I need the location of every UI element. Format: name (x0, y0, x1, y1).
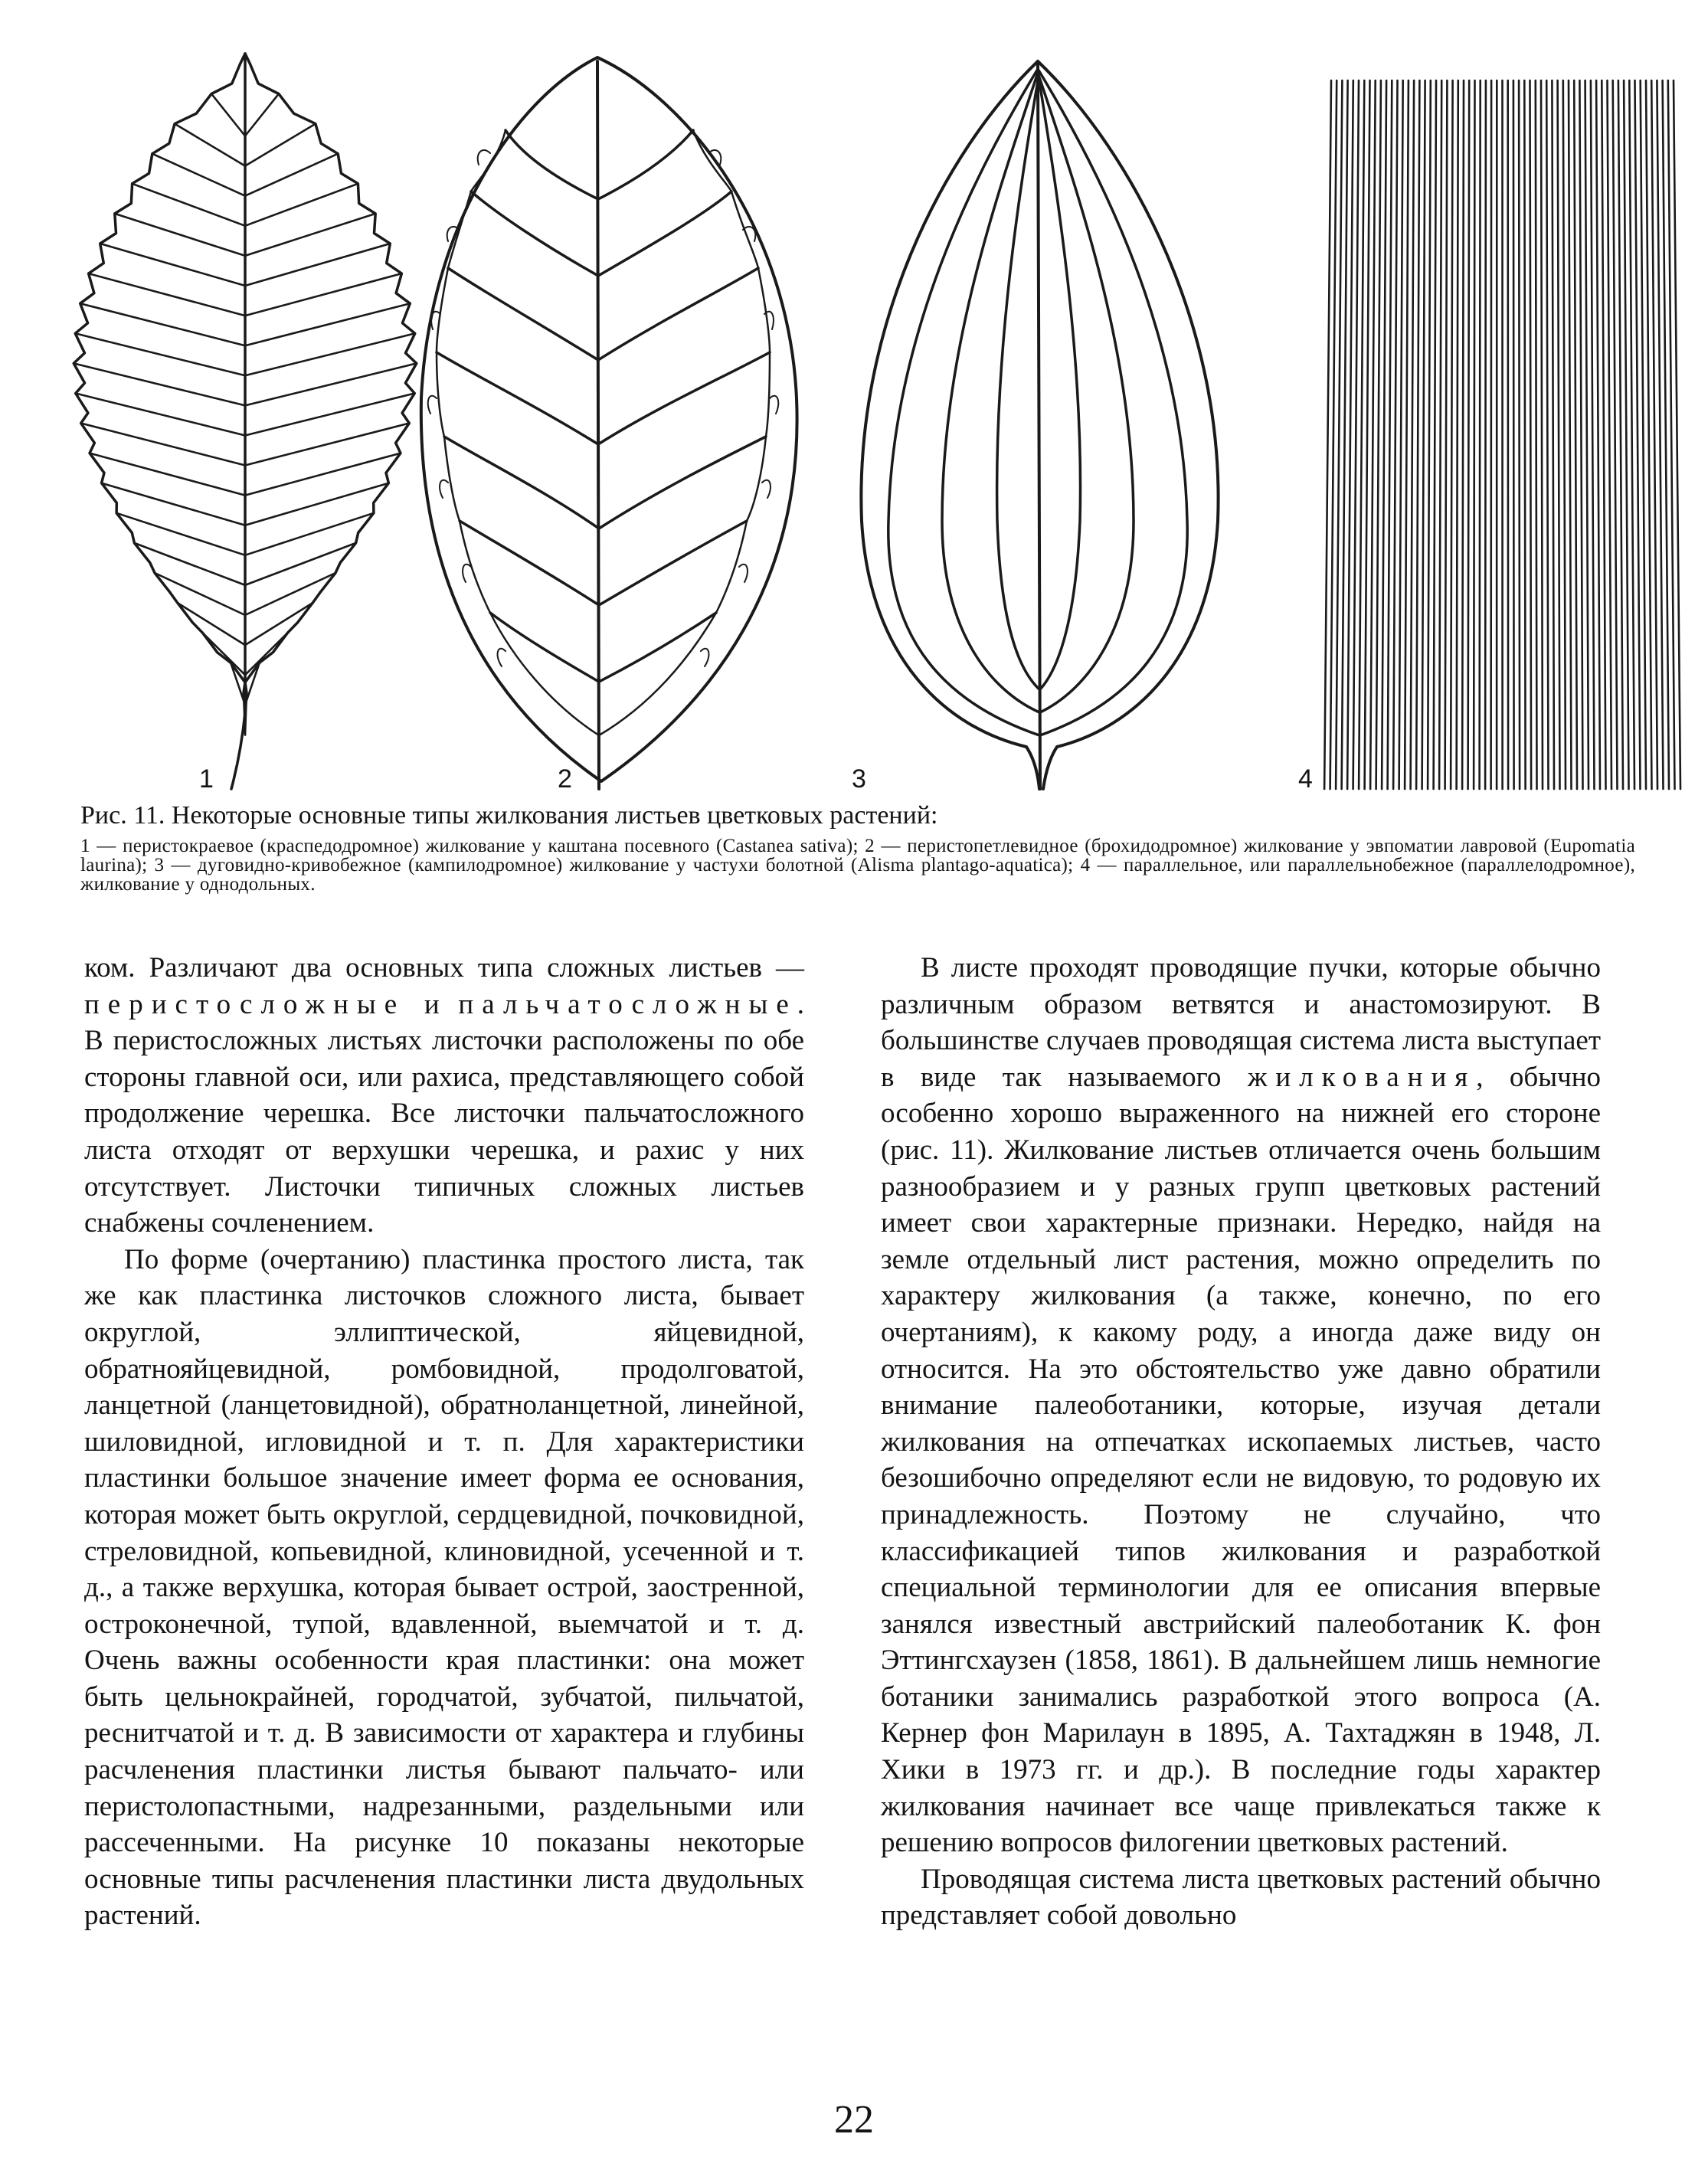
leaf-4-parallel-vein (1416, 80, 1419, 789)
leaf-4-parallel-vein (1342, 80, 1348, 789)
leaf-4-parallel-vein (1405, 80, 1409, 789)
leaf-4-parallel-vein (1347, 80, 1353, 789)
leaf-4-parallel-vein (1579, 80, 1582, 789)
figure-number-4: 4 (1298, 764, 1313, 794)
leaf-4-parallel-vein (1393, 80, 1397, 789)
leaf-4-parallel-vein (1552, 80, 1554, 789)
leaf-4-parallel-vein (1563, 80, 1566, 789)
leaf-4-parallel-vein (1468, 80, 1470, 789)
leaf-4-parallel-vein (1530, 80, 1532, 789)
leaf-4-parallel-vein (1434, 80, 1436, 789)
leaf-1-secondary-vein (245, 124, 316, 166)
leaf-1-secondary-vein (245, 214, 375, 256)
left-p1-start: ком. Различают два основных типа сложных листьев — (84, 952, 804, 983)
leaf-4-parallel-vein (1618, 80, 1623, 789)
leaf-4-parallel-vein (1519, 80, 1520, 789)
term-pinnately-compound: перистосложные (84, 988, 406, 1020)
leaf-4-parallel-vein (1624, 80, 1628, 789)
leaf-4-parallel-vein (1524, 80, 1525, 789)
leaf-4-parallel-vein (1445, 80, 1448, 789)
leaf-4-parallel-vein (1635, 80, 1641, 789)
leaf-1-secondary-vein (245, 184, 358, 226)
leaf-4-parallel-vein (1546, 80, 1548, 789)
leaf-1-secondary-vein (245, 154, 338, 196)
leaf-1-craspedodromous-drawing (74, 54, 417, 789)
leaf-1-secondary-vein (245, 244, 390, 286)
leaf-4-parallel-vein (1359, 80, 1364, 789)
leaf-4-parallel-vein (1353, 80, 1359, 789)
leaf-4-parallel-vein (1336, 80, 1342, 789)
leaf-4-parallel-vein (1591, 80, 1595, 789)
left-paragraph-2: По форме (очертанию) пластинка простого листа, так же как пластинка листочков сложного листа, бывает округлой, эллиптической, яйцевидной, обратнояйцевидной, ромбовидной, продолговатой, ланцетной (ланцетовидной), обратноланцетной, линейной, шиловидной, игловидной и т. п. Для характеристики пластинки большое значение имеет форма ее основания, которая может быть округлой, сердцевидной, почковидной, стреловидной, копьевидной, клиновидной, усеченной и т. д., а также верхушка, которая бывает острой, заостренной, остроконечной, тупой, вдавленной, выемчатой и т. д. Очень важны особенности края пластинки: она может быть цельнокрайней, городчатой, зубчатой, пильчатой, реснитчатой и т. д. В зависимости от характера и глубины расчленения пластинки листья бывают пальчато- или перистолопастными, надрезанными, раздельными или рассеченными. На рисунке 10 показаны некоторые основные типы расчленения пластинки листа двудольных растений. (84, 1243, 804, 1932)
leaf-4-parallel-vein (1399, 80, 1403, 789)
leaf-4-parallel-vein (1480, 80, 1481, 789)
leaf-4-parallel-vein (1629, 80, 1634, 789)
leaf-4-parallel-vein (1574, 80, 1577, 789)
leaf-4-parallel-vein (1663, 80, 1669, 789)
leaf-4-parallel-vein (1439, 80, 1441, 789)
leaf-4-parallel-vein (1457, 80, 1458, 789)
leaf-4-parallel-vein (1485, 80, 1486, 789)
leaf-1-secondary-vein (203, 633, 246, 675)
right-paragraph-2: Проводящая система листа цветковых растений обычно представляет собой довольно (881, 1863, 1601, 1932)
leaf-4-parallel-vein (1513, 80, 1514, 789)
leaf-4-parallel-vein (1657, 80, 1663, 789)
left-p1-end: . В перистосложных листьях листочки расположены по обе стороны главной оси, или рахиса, представляющего собой продолжение черешка. Все листочки пальчатосложного листа отходят от верхушки черешка, и рахис у них отсутствует. Листочки типичных сложных листьев снабжены сочленением. (84, 988, 804, 1239)
figure-caption-title: Рис. 11. Некоторые основные типы жилкования листьев цветковых растений: (80, 801, 938, 830)
leaf-4-parallel-vein (1641, 80, 1646, 789)
figure-number-2: 2 (558, 764, 572, 794)
right-p1-start: В листе проходят проводящие пучки, которые обычно различным образом ветвятся и анастомозируют. В большинстве случаев проводящая система листа выступает в виде так называемого (881, 952, 1601, 1093)
right-p1-end: , обычно особенно хорошо выраженного на нижней его стороне (рис. 11). Жилкование листьев отличается очень большим разнообразием и у разных групп цветковых растений имеет свои характерные признаки. Нередко, найдя на земле отдельный лист растения, можно определить по характеру жилкования (а также, конечно, по его очертаниям), к какому роду, а иногда даже виду он относится. На это обстоятельство уже давно обратили внимание палеоботаники, которые, изучая детали жилкования на отпечатках ископаемых листьев, часто безошибочно определяют если не видовую, то родовую их принадлежность. Поэтому не случайно, что классификацией типов жилкования и разработкой специальной терминологии для ее описания впервые занялся известный австрийский палеоботаник К. фон Эттингсхаузен (1858, 1861). В дальнейшем лишь немногие ботаники занимались разработкой этого вопроса (А. Кернер фон Марилаун в 1895, А. Тахтаджян в 1948, Л. Хики в 1973 гг. и др.). В последние годы характер жилкования начинает все чаще привлекаться также к решению вопросов филогении цветковых растений. (881, 1061, 1602, 1859)
leaf-2-brochidodromous-drawing (421, 57, 797, 789)
leaf-4-parallel-vein (1536, 80, 1537, 789)
leaf-4-parallel-vein (1388, 80, 1392, 789)
leaf-1-secondary-vein (178, 603, 245, 645)
leaf-4-parallel-vein (1451, 80, 1453, 789)
left-text-column (84, 950, 804, 1934)
leaf-1-secondary-vein (245, 603, 312, 645)
leaf-1-secondary-vein (175, 124, 245, 166)
left-paragraph-1 (84, 950, 804, 1242)
leaf-4-parallel-vein (1382, 80, 1386, 789)
leaf-4-parallel-vein (1428, 80, 1431, 789)
figure-number-3: 3 (852, 764, 866, 794)
leaf-4-parallel-vein (1585, 80, 1589, 789)
leaf-1-secondary-vein (152, 154, 245, 196)
leaf-1-secondary-vein (133, 184, 245, 226)
leaf-1-secondary-vein (100, 244, 245, 286)
leaf-4-parallel-vein (1569, 80, 1572, 789)
leaf-4-parallel-vein (1376, 80, 1381, 789)
term-venation: жилкования (1247, 1061, 1477, 1093)
right-text-column (881, 950, 1601, 1934)
right-paragraph-1 (881, 950, 1601, 1861)
leaf-4-parallel-vein (1491, 80, 1492, 789)
leaf-4-parallel-vein (1370, 80, 1376, 789)
leaf-4-parallel-vein (1365, 80, 1370, 789)
leaf-4-parallel-vein (1558, 80, 1560, 789)
leaf-3-campylodromous-drawing (861, 61, 1218, 789)
leaf-4-parallel-vein (1422, 80, 1425, 789)
leaf-4-parallel-vein (1646, 80, 1652, 789)
leaf-venation-figure (0, 0, 1708, 812)
leaf-1-secondary-vein (245, 94, 279, 136)
leaf-4-parallel-vein (1411, 80, 1415, 789)
leaf-4-parallel-drawing (1324, 80, 1680, 789)
figure-caption-legend: 1 — перистокраевое (краспедодромное) жилкование у каштана посевного (Castanea sativa); 2 — перистопетлевидное (брохидодромное) жилкование у эвпоматии лавровой (Eupomatia laurina); 3 — дуговидно-кривобежное (кампилодромное) жилкование у частухи болотной (Alisma plantago-aquatica); 4 — параллельное, или параллельнобежное (параллелодромное), жилкование у однодольных. (80, 836, 1635, 895)
leaf-4-parallel-vein (1608, 80, 1612, 789)
left-p1-and: и (405, 988, 459, 1020)
leaf-4-parallel-vein (1596, 80, 1600, 789)
leaf-1-secondary-vein (115, 214, 245, 256)
leaf-1-secondary-vein (245, 633, 288, 675)
leaf-4-parallel-vein (1541, 80, 1543, 789)
leaf-4-parallel-vein (1651, 80, 1657, 789)
figure-number-1: 1 (199, 764, 214, 794)
term-palmately-compound: пальчатосложные (458, 988, 797, 1020)
leaf-4-parallel-vein (1613, 80, 1618, 789)
page-number: 22 (834, 2098, 874, 2142)
leaf-1-secondary-vein (211, 94, 245, 136)
leaf-4-parallel-vein (1602, 80, 1605, 789)
leaf-4-parallel-vein (1462, 80, 1464, 789)
